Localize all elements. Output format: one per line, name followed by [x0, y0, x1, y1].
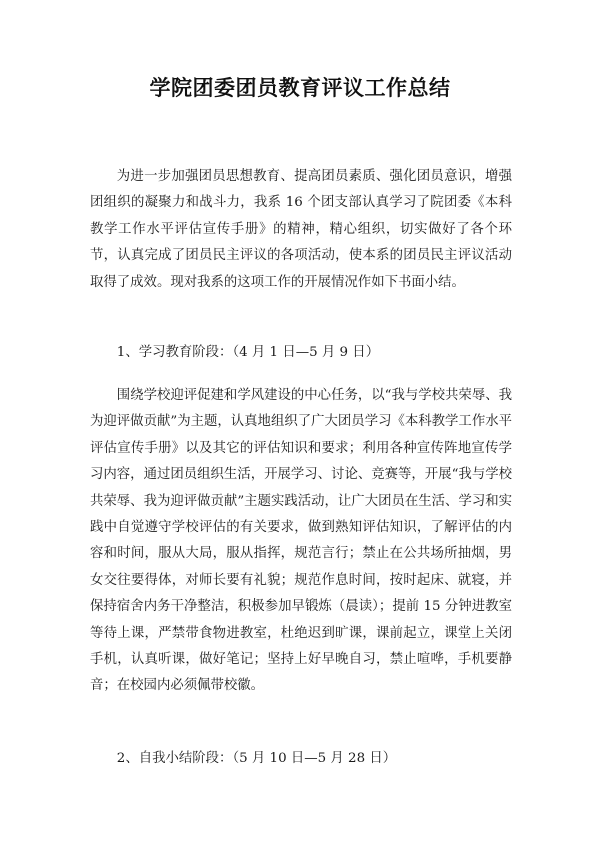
- section-1-heading: 1、学习教育阶段：（4 月 1 日—5 月 9 日）: [116, 345, 380, 360]
- section-1-paragraph: 围绕学校迎评促建和学风建设的中心任务，以“我与学校共荣辱、我为迎评做贡献”为主题，认真地组织了广大团员学习《本科教学工作水平评估宣传手册》以及其它的评估知识和要求；利用各种宣传阵地宣传学习内容，通过团员组织生活，开展学习、讨论、竞赛等，开展“我与学校共荣辱、我为迎评做贡献”主题实践活动，让广大团员在生活、学习和实践中自觉遵守学校评估的有关要求，做到熟知评估知识，了解评估的内容和时间，服从大局，服从指挥，规范言行；禁止在公共场所抽烟，男女交往要得体，对师长要有礼貌；规范作息时间，按时起床、就寝，并保持宿舍内务干净整洁，积极参加早锻炼（晨读）；提前 15 分钟进教室等待上课，严禁带食物进教室，杜绝迟到旷课，课前起立，课堂上关闭手机，认真听课，做好笔记；坚持上好早晚自习，禁止喧哗，手机要静音；在校园内必须佩带校徽。: [90, 388, 512, 694]
- intro-paragraph: 为进一步加强团员思想教育、提高团员素质、强化团员意识，增强团组织的凝聚力和战斗力，我系 16 个团支部认真学习了院团委《本科教学工作水平评估宣传手册》的精神，精心组织，切实做好了各个环节，认真完成了团员民主评议的各项活动，使本系的团员民主评议活动取得了成效。现对我系的这项工作的开展情况作如下书面小结。: [90, 169, 512, 290]
- section-2-heading: 2、自我小结阶段：（5 月 10 日—5 月 28 日）: [116, 751, 397, 766]
- document-title: 学院团委团员教育评议工作总结: [149, 76, 451, 100]
